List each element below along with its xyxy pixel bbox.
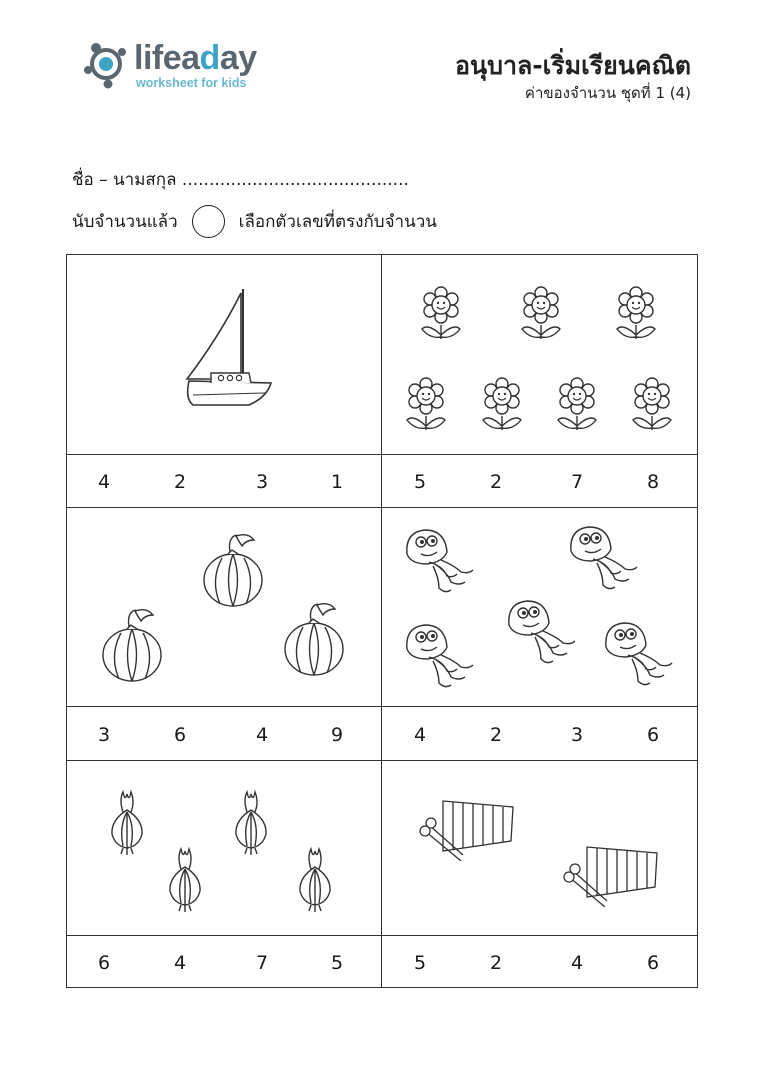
q2-option[interactable]: 7	[570, 471, 584, 493]
logo-mark-icon	[82, 40, 132, 90]
column-divider	[381, 255, 382, 987]
q5-option[interactable]: 4	[173, 952, 187, 974]
q6-option[interactable]: 6	[646, 952, 660, 974]
jellyfish-icon	[567, 523, 643, 593]
q4-option[interactable]: 2	[489, 724, 503, 746]
logo-tagline: worksheet for kids	[136, 76, 247, 90]
q3-option[interactable]: 3	[97, 724, 111, 746]
instruction-text-before: นับจำนวนแล้ว	[72, 212, 178, 232]
lifeaday-logo	[82, 38, 282, 96]
onion-icon	[167, 847, 203, 913]
pumpkin-icon	[283, 599, 345, 677]
flower-icon	[554, 376, 600, 432]
q6-option[interactable]: 5	[413, 952, 427, 974]
row-divider	[67, 760, 697, 761]
instruction-text-after: เลือกตัวเลขที่ตรงกับจำนวน	[238, 212, 437, 232]
jellyfish-icon	[403, 621, 479, 691]
flower-icon	[403, 376, 449, 432]
q6-option[interactable]: 2	[489, 952, 503, 974]
answer-circle-icon	[192, 205, 225, 238]
onion-icon	[297, 847, 333, 913]
q5-option[interactable]: 5	[330, 952, 344, 974]
instruction	[72, 205, 437, 238]
q4-option[interactable]: 3	[570, 724, 584, 746]
q5-option[interactable]: 6	[97, 952, 111, 974]
xylophone-icon	[561, 843, 661, 907]
worksheet-title: อนุบาล-เริ่มเรียนคณิต	[454, 51, 691, 80]
worksheet-subtitle: ค่าของจำนวน ชุดที่ 1 (4)	[524, 84, 691, 102]
q3-option[interactable]: 9	[330, 724, 344, 746]
flower-icon	[518, 285, 564, 341]
q2-option[interactable]: 5	[413, 471, 427, 493]
row-divider	[67, 507, 697, 508]
flower-icon	[613, 285, 659, 341]
xylophone-icon	[417, 797, 517, 861]
onion-icon	[233, 790, 269, 856]
q4-option[interactable]: 4	[413, 724, 427, 746]
q1-option[interactable]: 3	[255, 471, 269, 493]
pumpkin-icon	[202, 530, 264, 608]
q1-option[interactable]: 1	[330, 471, 344, 493]
jellyfish-icon	[403, 526, 479, 596]
q3-option[interactable]: 6	[173, 724, 187, 746]
q6-option[interactable]: 4	[570, 952, 584, 974]
q1-option[interactable]: 4	[97, 471, 111, 493]
q5-option[interactable]: 7	[255, 952, 269, 974]
q1-option[interactable]: 2	[173, 471, 187, 493]
q3-option[interactable]: 4	[255, 724, 269, 746]
flower-icon	[418, 285, 464, 341]
jellyfish-icon	[505, 597, 581, 667]
flower-icon	[479, 376, 525, 432]
jellyfish-icon	[602, 619, 678, 689]
row-divider	[67, 706, 697, 707]
q2-option[interactable]: 2	[489, 471, 503, 493]
exercise-grid	[66, 254, 698, 988]
row-divider	[67, 454, 697, 455]
logo-wordmark: lifeaday	[134, 39, 257, 77]
row-divider	[67, 935, 697, 936]
flowers-group	[67, 255, 381, 454]
q2-option[interactable]: 8	[646, 471, 660, 493]
flower-icon	[629, 376, 675, 432]
pumpkin-icon	[101, 605, 163, 683]
q4-option[interactable]: 6	[646, 724, 660, 746]
name-field-line[interactable]: ชื่อ – นามสกุล ..........................................	[72, 170, 409, 190]
onion-icon	[109, 790, 145, 856]
